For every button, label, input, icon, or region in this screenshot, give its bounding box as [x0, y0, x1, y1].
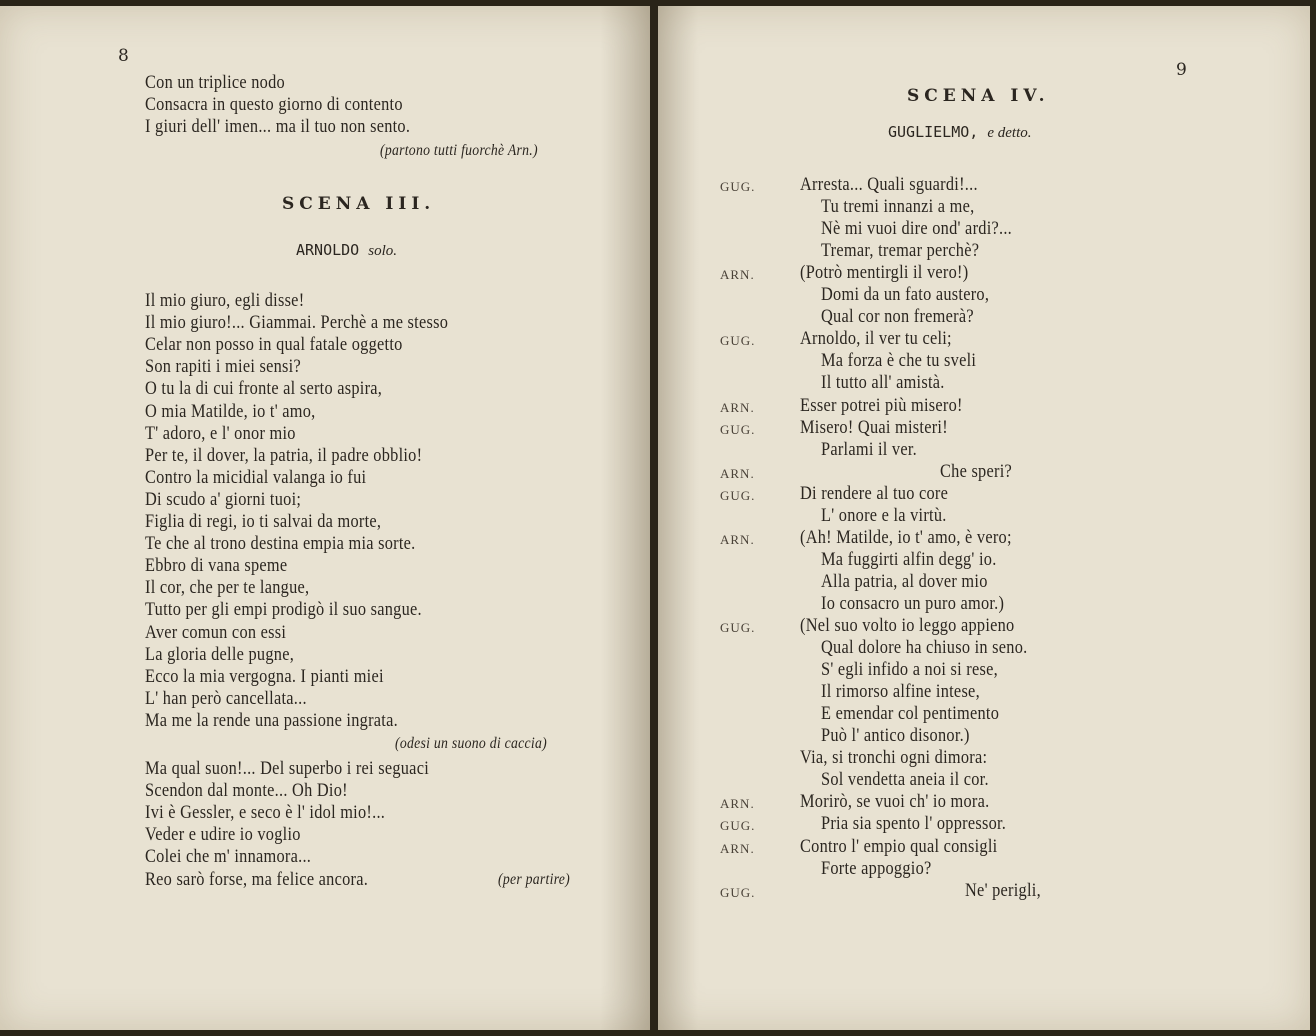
verse-line: Celar non posso in qual fatale oggetto — [145, 334, 403, 356]
verse-line: Contro la micidial valanga io fui — [145, 466, 367, 488]
dialogue-line: (Ah! Matilde, io t' amo, è vero; — [800, 526, 1012, 548]
dialogue-line: (Potrò mentirgli il vero!) — [800, 262, 969, 284]
verse-line: Il cor, che per te langue, — [145, 577, 310, 599]
dialogue-line: Tu tremi innanzi a me, — [821, 196, 975, 218]
speaker-label: GUG. — [720, 333, 756, 349]
dialogue-line: Che speri? — [940, 460, 1013, 482]
verse-line: Scendon dal monte... Oh Dio! — [145, 780, 348, 802]
dialogue-line: Ma forza è che tu sveli — [821, 350, 977, 372]
dialogue-line: Contro l' empio qual consigli — [800, 835, 998, 857]
verse-line: Con un triplice nodo — [145, 72, 285, 93]
gutter-shadow — [658, 6, 698, 1030]
page-number-left: 8 — [118, 46, 129, 66]
verse-line: T' adoro, e l' onor mio — [145, 422, 296, 444]
verse-line: Per te, il dover, la patria, il padre obblio! — [145, 444, 423, 466]
speaker-label: GUG. — [720, 620, 756, 635]
dialogue-line: Domi da un fato austero, — [821, 284, 990, 306]
verse-line: O mia Matilde, io t' amo, — [145, 400, 316, 422]
dialogue-line: Via, si tronchi ogni dimora: — [800, 747, 988, 769]
dialogue-line: Esser potrei più misero! — [800, 394, 963, 416]
speaker-label: GUG. — [720, 884, 756, 900]
dialogue-line: S' egli infido a noi si rese, — [821, 659, 998, 681]
dialogue-line: Il tutto all' amistà. — [821, 372, 945, 394]
speaker-label: GUG. — [720, 421, 756, 437]
verse-line: Veder e udire io voglio — [145, 824, 301, 846]
verse-line: Il mio giuro!... Giammai. Perchè a me stesso — [145, 312, 449, 334]
dialogue-line: Di rendere al tuo core — [800, 482, 949, 504]
scene-character — [296, 241, 397, 260]
dialogue-line: Il rimorso alfine intese, — [821, 681, 980, 703]
speaker-label: ARN. — [720, 465, 755, 481]
dialogue-line: Misero! Quai misteri! — [800, 416, 948, 438]
verse-line: I giuri dell' imen... ma il tuo non sento. — [145, 116, 411, 137]
verse-line: Ma me la rende una passione ingrata. — [145, 709, 398, 731]
character-name: ARNOLDO — [296, 241, 360, 259]
dialogue-line: L' onore e la virtù. — [821, 504, 947, 526]
right-page — [658, 6, 1310, 1030]
dialogue-line: Morirò, se vuoi ch' io mora. — [800, 791, 990, 813]
speaker-label: ARN. — [720, 796, 755, 812]
speaker-label: GUG. — [720, 487, 756, 503]
speaker-label: ARN. — [720, 399, 755, 415]
verse-line: L' han però cancellata... — [145, 687, 307, 709]
verse-line: Il mio giuro, egli disse! — [145, 290, 305, 311]
dialogue-line: (Nel suo volto io leggo appieno — [800, 615, 1015, 636]
verse-line: Ma qual suon!... Del superbo i rei seguaci — [145, 758, 430, 779]
speaker-label: ARN. — [720, 267, 755, 283]
dialogue-line: Nè mi vuoi dire ond' ardi?... — [821, 218, 1013, 240]
page-number-right: 9 — [1176, 60, 1187, 80]
character-note: solo. — [368, 243, 398, 259]
dialogue-line: Forte appoggio? — [821, 857, 932, 879]
verse-line: Consacra in questo giorno di contento — [145, 94, 403, 115]
verse-line: Colei che m' innamora... — [145, 846, 312, 868]
scene-title: SCENA IV. — [907, 86, 1050, 106]
dialogue-line: Pria sia spento l' oppressor. — [821, 813, 1007, 835]
dialogue-line: Ma fuggirti alfin degg' io. — [821, 548, 997, 570]
stage-direction: (partono tutti fuorchè Arn.) — [380, 142, 538, 159]
verse-line: Di scudo a' giorni tuoi; — [145, 488, 302, 510]
dialogue-line: Parlami il ver. — [821, 438, 917, 460]
scene-title: SCENA III. — [282, 194, 436, 214]
dialogue-line: Qual dolore ha chiuso in seno. — [821, 637, 1028, 659]
character-name: GUGLIELMO, — [888, 123, 979, 141]
verse-line: Son rapiti i miei sensi? — [145, 356, 301, 378]
dialogue-line: Qual cor non fremerà? — [821, 306, 974, 328]
dialogue-line: Ne' perigli, — [965, 879, 1041, 901]
dialogue-line: Io consacro un puro amor.) — [821, 592, 1005, 614]
stage-direction: (odesi un suono di caccia) — [395, 735, 547, 752]
speaker-label: GUG. — [720, 179, 756, 194]
verse-line: Ivi è Gessler, e seco è l' idol mio!... — [145, 802, 386, 824]
verse-line: Reo sarò forse, ma felice ancora. — [145, 868, 369, 890]
dialogue-line: E emendar col pentimento — [821, 703, 1000, 725]
scene-character — [888, 123, 1032, 142]
verse-line: Figlia di regi, io ti salvai da morte, — [145, 511, 382, 532]
dialogue-line: Può l' antico disonor.) — [821, 725, 970, 747]
speaker-label: GUG. — [720, 818, 756, 834]
verse-line: Te che al trono destina empia mia sorte. — [145, 533, 416, 555]
verse-line: La gloria delle pugne, — [145, 643, 295, 665]
verse-line: Tutto per gli empi prodigò il suo sangue. — [145, 599, 422, 621]
dialogue-line: Sol vendetta aneia il cor. — [821, 769, 989, 791]
dialogue-line: Tremar, tremar perchè? — [821, 240, 980, 262]
dialogue-line: Alla patria, al dover mio — [821, 570, 988, 592]
verse-line: Aver comun con essi — [145, 621, 287, 643]
character-note: e detto. — [987, 125, 1032, 141]
gutter-shadow — [600, 6, 650, 1030]
speaker-label: ARN. — [720, 840, 755, 856]
verse-line: Ecco la mia vergogna. I pianti miei — [145, 665, 384, 687]
verse-line: O tu la di cui fronte al serto aspira, — [145, 378, 383, 400]
verse-line: Ebbro di vana speme — [145, 555, 288, 577]
dialogue-line: Arresta... Quali sguardi!... — [800, 174, 978, 195]
dialogue-line: Arnoldo, il ver tu celi; — [800, 328, 952, 350]
stage-direction: (per partire) — [498, 871, 571, 888]
speaker-label: ARN. — [720, 531, 755, 547]
